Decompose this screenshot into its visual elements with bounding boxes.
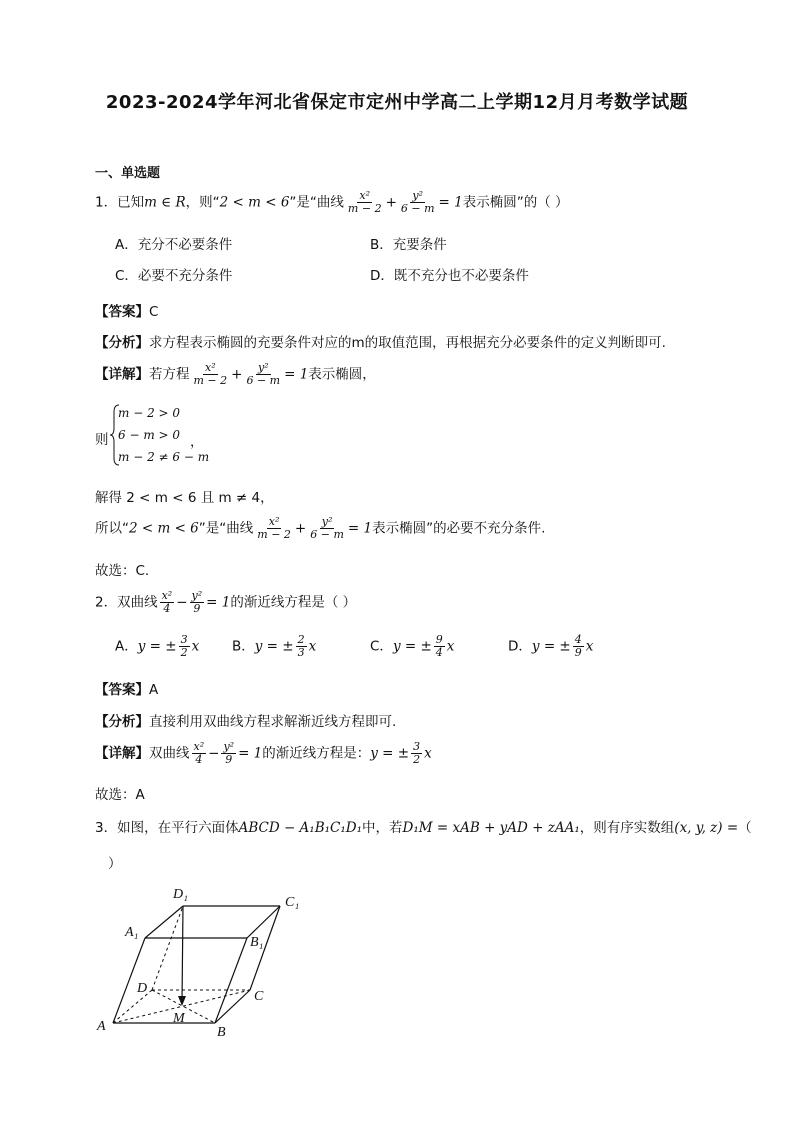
label-b1: B₁: [250, 935, 264, 950]
fraction: $\frac{\text{y²}}{9}$: [223, 740, 235, 766]
q1-analysis: 【分析】求方程表示椭圆的充要条件对应的m的取值范围，再根据充分必要条件的定义判断即可.: [95, 335, 666, 351]
q2-option-b: B．y = ± $\frac{2}{3}$ x: [232, 633, 317, 659]
q1-conclusion: 所以“2 < m < 6”是“曲线 $\frac{\text{x²}}{m - 2}$ + $\frac{\text{y²}}{6 - m}$ = 1表示椭圆”的必要不充分条件.: [95, 515, 546, 541]
q2-option-a: A．y = ± $\frac{3}{2}$ x: [115, 633, 200, 659]
system-comma: ，: [190, 434, 204, 450]
vector-d1m: [182, 906, 183, 1002]
system-line-1: m − 2 > 0: [118, 406, 181, 420]
label-b: B: [217, 1025, 226, 1038]
label-d: D: [137, 981, 148, 996]
q1-then-label: 则: [95, 432, 109, 448]
label-a1: A₁: [125, 925, 139, 940]
label-c1: C₁: [285, 895, 300, 910]
q3-paren-close: ）: [108, 856, 122, 872]
label-d1: D₁: [173, 887, 188, 902]
q1-condition: 2 < m < 6: [219, 194, 290, 211]
q2-option-d: D．y = ± $\frac{4}{9}$ x: [508, 633, 594, 659]
q1-text: 1．已知: [95, 194, 145, 211]
vector-equation: D₁M = xAB + yAD + zAA₁: [402, 820, 580, 836]
edge-c1b1: [247, 906, 280, 938]
q1-math: m ∈ R: [144, 194, 186, 211]
q1-option-b: B．充要条件: [370, 237, 447, 253]
label-m: M: [173, 1011, 185, 1026]
q2-choose: 故选：A: [95, 787, 145, 803]
label-a: A: [97, 1019, 106, 1034]
fraction: $\frac{\text{y²}}{6 - m}$: [400, 189, 435, 215]
fraction: $\frac{\text{x²}}{m - 2}$: [257, 515, 291, 541]
q1-text: 表示椭圆”的（ ）: [462, 194, 569, 211]
fraction: $\frac{\text{x²}}{4}$: [193, 740, 205, 766]
label-c: C: [254, 989, 264, 1004]
q2-analysis: 【分析】直接利用双曲线方程求解渐近线方程即可.: [95, 714, 397, 730]
q1-option-a: A．充分不必要条件: [115, 237, 233, 253]
question-1-stem: 1．已知m ∈ R，则“2 < m < 6”是“曲线 $\frac{\text{x²}}{m - 2}$ + $\frac{\text{y²}}{6 - m}$ = 1表示椭圆”的（ ）: [95, 189, 569, 215]
fraction: $\frac{\text{y²}}{6 - m}$: [246, 361, 281, 387]
fraction: $\frac{\text{x²}}{m - 2}$: [193, 361, 228, 387]
system-line-3: m − 2 ≠ 6 − m: [118, 450, 210, 464]
question-2-stem: 2．双曲线 $\frac{\text{x²}}{4}$ − $\frac{\text{y²}}{9}$ = 1的渐近线方程是（ ）: [95, 589, 357, 615]
q2-detail: 【详解】双曲线 $\frac{\text{x²}}{4}$ − $\frac{\text{y²}}{9}$ = 1的渐近线方程是：y = ± $\frac{3}{2}$ x: [95, 740, 432, 766]
q1-option-c: C．必要不充分条件: [115, 268, 233, 284]
page-title: 2023-2024学年河北省保定市定州中学高二上学期12月月考数学试题: [105, 92, 689, 113]
system-line-2: 6 − m > 0: [118, 428, 181, 442]
parallelepiped-figure: [95, 878, 325, 1038]
fraction: $\frac{\text{x²}}{4}$: [161, 589, 173, 615]
section-heading: 一、单选题: [95, 166, 161, 181]
q1-choose: 故选：C.: [95, 563, 150, 579]
edge-bb1: [215, 938, 247, 1023]
edge-bc: [215, 990, 250, 1023]
fraction: $\frac{\text{x²}}{m - 2}$: [347, 189, 382, 215]
q2-option-c: C．y = ± $\frac{9}{4}$ x: [370, 633, 455, 659]
fraction: $\frac{\text{y²}}{9}$: [191, 589, 203, 615]
q1-detail: 【详解】若方程 $\frac{\text{x²}}{m - 2}$ + $\frac{\text{y²}}{6 - m}$ = 1表示椭圆，: [95, 361, 376, 387]
question-3-stem: 3．如图，在平行六面体ABCD − A₁B₁C₁D₁中，若D₁M = xAB + yAD + zAA₁，则有序实数组(x, y, z) =（: [95, 820, 752, 836]
q1-solve: 解得 2 < m < 6 且 m ≠ 4，: [95, 490, 274, 506]
fraction: $\frac{\text{y²}}{6 - m}$: [310, 515, 344, 541]
q2-answer: 【答案】A: [95, 682, 159, 698]
q1-text: ”是“曲线: [289, 194, 344, 211]
q1-answer: 【答案】C: [95, 304, 159, 320]
q1-text: ，则“: [185, 194, 220, 211]
q1-option-d: D．既不充分也不必要条件: [370, 268, 529, 284]
